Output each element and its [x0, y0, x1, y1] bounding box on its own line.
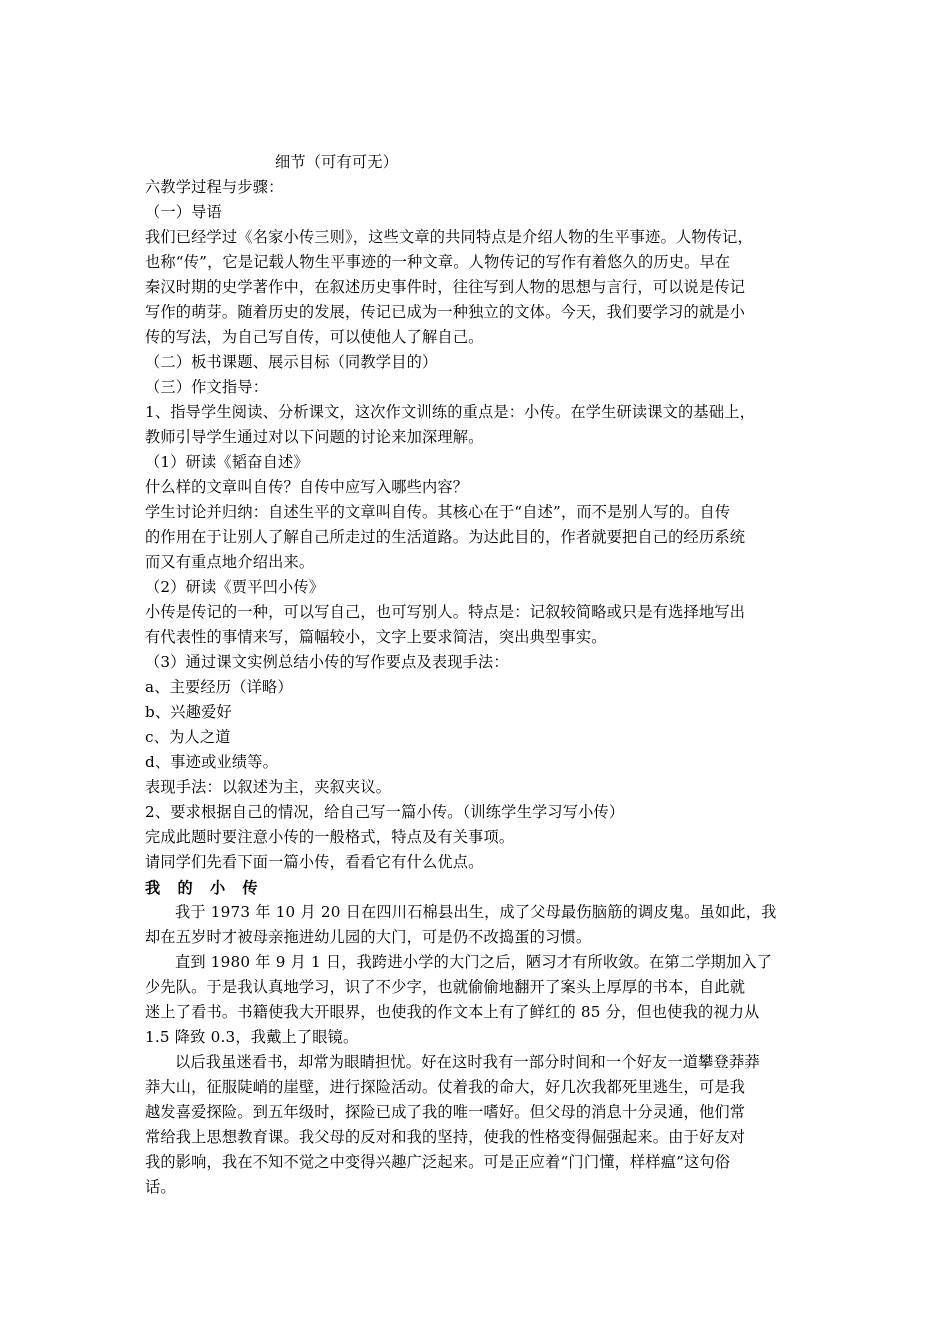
essay-line: 少先队。于是我认真地学习，识了不少字，也就偷偷地翻开了案头上厚厚的书本，自此就: [145, 978, 746, 996]
essay-line: 我于 1973 年 10 月 20 日在四川石棉县出生，成了父母最伤脑筋的调皮鬼。虽如此，我: [175, 903, 777, 921]
heading-detail: 细节（可有可无）: [275, 153, 399, 171]
paragraph-line: 的作用在于让别人了解自己所走过的生活道路。为达此目的，作者就要把自己的经历系统: [145, 528, 746, 546]
paragraph-line: 有代表性的事情来写，篇幅较小，文字上要求简洁，突出典型事实。: [145, 628, 607, 646]
paragraph-line: 传的写法，为自己写自传，可以使他人了解自己。: [145, 328, 484, 346]
essay-line: 迷上了看书。书籍使我大开眼界，也使我的作文本上有了鲜红的 85 分，但也使我的视力从: [145, 1003, 760, 1021]
list-item: a、主要经历（详略）: [145, 678, 293, 696]
essay-line: 话。: [145, 1178, 176, 1196]
paragraph-line: 完成此题时要注意小传的一般格式，特点及有关事项。: [145, 828, 515, 846]
paragraph-line: 写作的萌芽。随着历史的发展，传记已成为一种独立的文体。今天，我们要学习的就是小: [145, 303, 746, 321]
essay-line: 以后我虽迷看书，却常为眼睛担忧。好在这时我有一部分时间和一个好友一道攀登莽莽: [175, 1053, 760, 1071]
paragraph-line: 小传是传记的一种，可以写自己，也可写别人。特点是：记叙较简略或只是有选择地写出: [145, 603, 746, 621]
paragraph-line: 表现手法：以叙述为主，夹叙夹议。: [145, 778, 392, 796]
paragraph-line: 教师引导学生通过对以下问题的讨论来加深理解。: [145, 428, 484, 446]
paragraph-line: 什么样的文章叫自传？自传中应写入哪些内容？: [145, 478, 469, 496]
item-heading: （3）通过课文实例总结小传的写作要点及表现手法：: [145, 653, 509, 671]
section-heading: 六教学过程与步骤：: [145, 178, 284, 196]
list-item: c、为人之道: [145, 728, 231, 746]
paragraph-line: 1、指导学生阅读、分析课文，这次作文训练的重点是：小传。在学生研读课文的基础上，: [145, 403, 755, 421]
paragraph-line: 我们已经学过《名家小传三则》，这些文章的共同特点是介绍人物的生平事迹。人物传记，: [145, 228, 753, 246]
essay-line: 莽大山，征服陡峭的崖壁，进行探险活动。仗着我的命大，好几次我都死里逃生，可是我: [145, 1078, 746, 1096]
list-item: d、事迹或业绩等。: [145, 753, 279, 771]
essay-line: 却在五岁时才被母亲拖进幼儿园的大门，可是仍不改捣蛋的习惯。: [145, 928, 592, 946]
paragraph-line: 而又有重点地介绍出来。: [145, 553, 315, 571]
paragraph-line: 学生讨论并归纳：自述生平的文章叫自传。其核心在于“自述”，而不是别人写的。自传: [145, 503, 731, 521]
list-item: b、兴趣爱好: [145, 703, 232, 721]
subsection-heading: （三）作文指导：: [145, 378, 269, 396]
subsection-heading: （一）导语: [145, 203, 222, 221]
paragraph-line: 2、要求根据自己的情况，给自己写一篇小传。（训练学生学习写小传）: [145, 803, 625, 821]
essay-line: 常给我上思想教育课。我父母的反对和我的坚持，使我的性格变得倔强起来。由于好友对: [145, 1128, 746, 1146]
essay-line: 直到 1980 年 9 月 1 日，我跨进小学的大门之后，陋习才有所收敛。在第二学期加入了: [175, 953, 773, 971]
paragraph-line: 也称“传”，它是记载人物生平事迹的一种文章。人物传记的写作有着悠久的历史。早在: [145, 253, 731, 271]
paragraph-line: 请同学们先看下面一篇小传，看看它有什么优点。: [145, 853, 484, 871]
paragraph-line: 秦汉时期的史学著作中，在叙述历史事件时，往往写到人物的思想与言行，可以说是传记: [145, 278, 746, 296]
essay-line: 1.5 降致 0.3，我戴上了眼镜。: [145, 1028, 359, 1046]
item-heading: （1）研读《韬奋自述》: [145, 453, 309, 471]
essay-line: 越发喜爱探险。到五年级时，探险已成了我的唯一嗜好。但父母的消息十分灵通，他们常: [145, 1103, 746, 1121]
essay-title: 我 的 小 传: [145, 879, 264, 897]
subsection-heading: （二）板书课题、展示目标（同教学目的）: [145, 353, 438, 371]
item-heading: （2）研读《贾平凹小传》: [145, 578, 325, 596]
essay-line: 我的影响，我在不知不觉之中变得兴趣广泛起来。可是正应着“门门懂，样样瘟”这句俗: [145, 1153, 731, 1171]
